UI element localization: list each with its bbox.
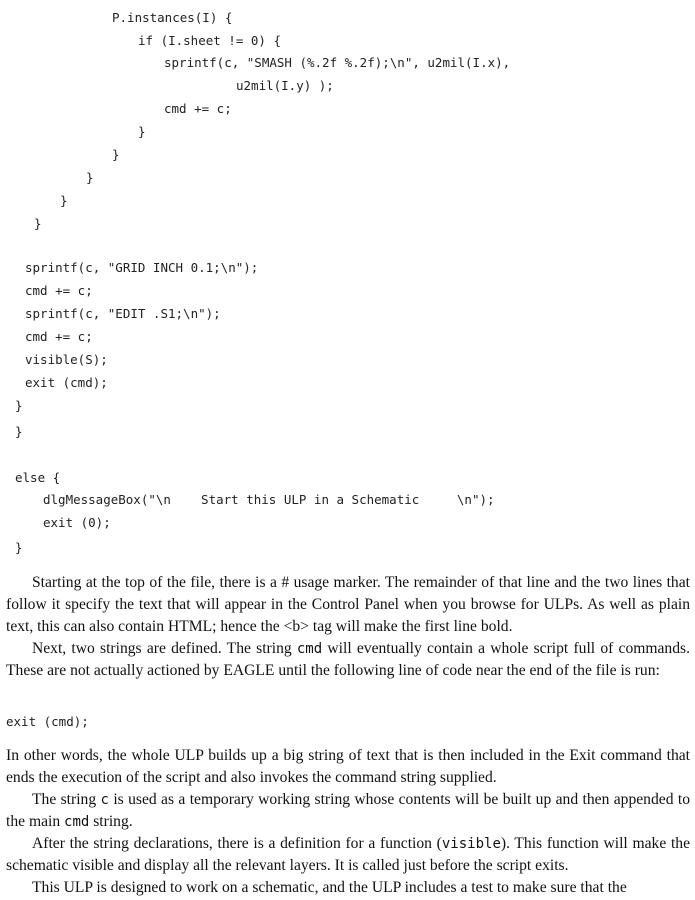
- inline-code: cmd: [64, 814, 90, 830]
- code-line: sprintf(c, "EDIT .S1;\n");: [25, 306, 221, 321]
- code-line: exit (cmd);: [25, 375, 108, 390]
- inline-code: cmd: [296, 641, 323, 657]
- code-line: }: [34, 216, 42, 231]
- code-line: dlgMessageBox("\n Start this ULP in a Schematic \n");: [43, 492, 495, 507]
- code-line: if (I.sheet != 0) {: [138, 33, 281, 48]
- code-line: }: [15, 540, 23, 555]
- code-line: }: [86, 170, 94, 185]
- paragraph-text: string.: [89, 813, 133, 830]
- paragraph-text: ). This function will make the schematic visible and display all the relevant layers. It is called just before the script exits.: [6, 835, 691, 874]
- code-snippet-exit: exit (cmd);: [6, 714, 89, 729]
- code-line: }: [60, 193, 68, 208]
- paragraph: This ULP is designed to work on a schematic, and the ULP includes a test to make sure that the: [32, 879, 627, 896]
- code-line: }: [15, 424, 23, 439]
- paragraph: [6, 789, 690, 833]
- paragraph-text: After the string declarations, there is a definition for a function (: [32, 835, 442, 852]
- body-text-upper: [6, 572, 690, 682]
- code-line: P.instances(I) {: [112, 10, 233, 25]
- code-line: }: [112, 147, 120, 162]
- paragraph: In other words, the whole ULP builds up a big string of text that is then included in the Exit command that ends the execution of the script and also invokes the command string supplied.: [6, 747, 690, 786]
- code-line: sprintf(c, "GRID INCH 0.1;\n");: [25, 260, 259, 275]
- paragraph-text: The string: [32, 791, 101, 808]
- code-line: sprintf(c, "SMASH (%.2f %.2f);\n", u2mil(I.x),: [164, 55, 511, 70]
- code-line: cmd += c;: [25, 283, 93, 298]
- paragraph-text: Next, two strings are defined. The string: [32, 640, 297, 657]
- code-line: }: [15, 398, 23, 413]
- code-line: exit (0);: [43, 515, 111, 530]
- code-line: }: [138, 124, 146, 139]
- paragraph: [6, 638, 690, 682]
- paragraph-text: is used as a temporary working string whose contents will be built up and then appended to the main: [6, 791, 690, 830]
- code-line: else {: [15, 470, 61, 485]
- inline-code: c: [100, 792, 109, 808]
- body-text-lower: [6, 745, 690, 899]
- paragraph: [6, 833, 690, 877]
- code-line: u2mil(I.y) );: [236, 78, 334, 93]
- code-line: cmd += c;: [164, 101, 232, 116]
- paragraph-text: will eventually contain a whole script full of commands. These are not actually actioned by EAGLE until the following line of code near the end of the file is run:: [6, 640, 690, 679]
- paragraph: Starting at the top of the file, there is a # usage marker. The remainder of that line and the two lines that follow it specify the text that will appear in the Control Panel when you browse for ULPs. As well as plain text, this can also contain HTML; hence the <b> tag will make the first line bold.: [6, 574, 690, 635]
- inline-code: visible: [441, 836, 501, 852]
- code-line: cmd += c;: [25, 329, 93, 344]
- code-line: visible(S);: [25, 352, 108, 367]
